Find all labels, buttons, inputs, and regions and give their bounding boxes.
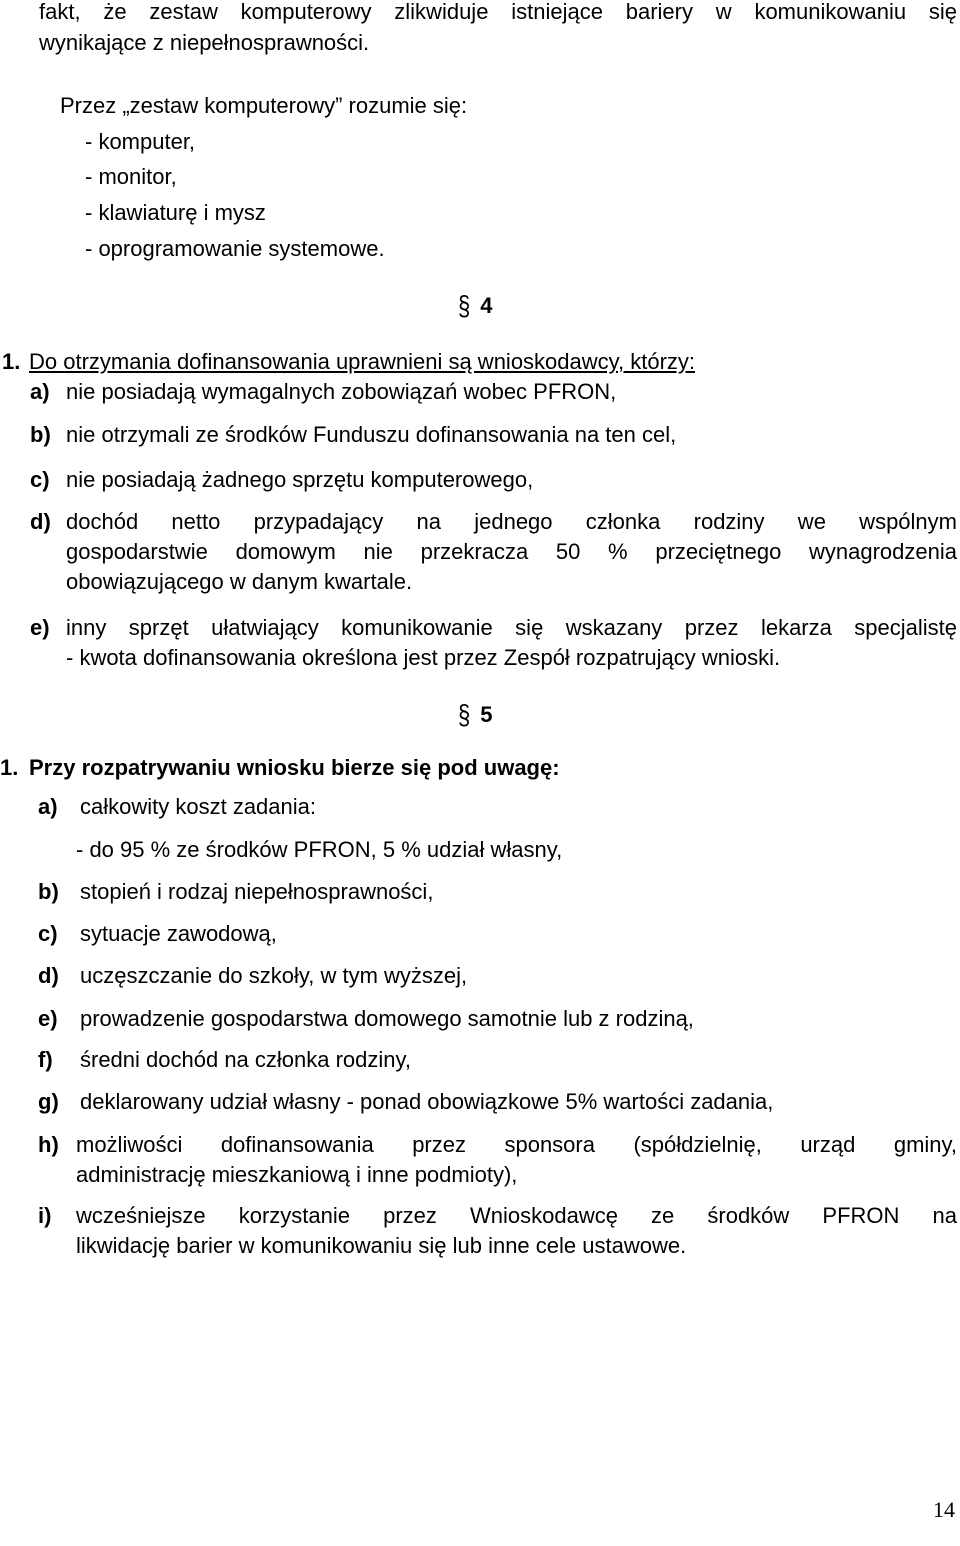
item-label: i): [38, 1203, 52, 1228]
item-label: e): [30, 615, 50, 640]
item-text: deklarowany udział własny - ponad obowiązkowe 5% wartości zadania,: [80, 1089, 774, 1114]
section-number: 5: [480, 702, 493, 727]
item-text: nie posiadają żadnego sprzętu komputerowego,: [66, 467, 534, 492]
section-number: 4: [480, 293, 493, 318]
kit-item: - monitor,: [85, 164, 177, 189]
item-text: administrację mieszkaniową i inne podmioty),: [76, 1162, 518, 1187]
item-text: możliwości dofinansowania przez sponsora (spółdzielnię, urząd gminy,: [76, 1132, 957, 1157]
section-5-point-text: Przy rozpatrywaniu wniosku bierze się pod uwagę:: [29, 755, 560, 780]
item-label: b): [38, 879, 59, 904]
item-text: średni dochód na członka rodziny,: [80, 1047, 412, 1072]
item-text: inny sprzęt ułatwiający komunikowanie się wskazany przez lekarza specjalistę: [66, 615, 957, 640]
item-label: b): [30, 422, 51, 447]
item-label: c): [30, 467, 50, 492]
item-label: c): [38, 921, 58, 946]
item-text: nie otrzymali ze środków Funduszu dofinansowania na ten cel,: [66, 422, 677, 447]
section-4-point-text: Do otrzymania dofinansowania uprawnieni są wnioskodawcy, którzy:: [29, 349, 696, 374]
item-label: e): [38, 1006, 58, 1031]
item-text: prowadzenie gospodarstwa domowego samotnie lub z rodziną,: [80, 1006, 694, 1031]
item-text: - do 95 % ze środków PFRON, 5 % udział własny,: [76, 837, 563, 862]
item-text: uczęszczanie do szkoły, w tym wyższej,: [80, 963, 468, 988]
section-4-heading: [458, 291, 493, 321]
item-label: d): [38, 963, 59, 988]
item-text: stopień i rodzaj niepełnosprawności,: [80, 879, 434, 904]
item-text: likwidację barier w komunikowaniu się lub inne cele ustawowe.: [76, 1233, 687, 1258]
intro-line-2: wynikające z niepełnosprawności.: [39, 30, 370, 55]
item-text: całkowity koszt zadania:: [80, 794, 316, 819]
item-text: gospodarstwie domowym nie przekracza 50 % przeciętnego wynagrodzenia: [66, 539, 957, 564]
item-text: sytuacje zawodową,: [80, 921, 277, 946]
kit-item: - komputer,: [85, 129, 196, 154]
kit-heading: Przez „zestaw komputerowy” rozumie się:: [60, 93, 468, 118]
item-text: obowiązującego w danym kwartale.: [66, 569, 413, 594]
paragraph-sign: §: [458, 289, 471, 321]
paragraph-sign: §: [458, 698, 471, 730]
intro-line-1: fakt, że zestaw komputerowy zlikwiduje istniejące bariery w komunikowaniu się: [39, 0, 957, 24]
item-label: g): [38, 1089, 59, 1114]
item-label: a): [30, 379, 50, 404]
section-4-point-number: 1.: [2, 349, 21, 374]
item-text: dochód netto przypadający na jednego członka rodziny we wspólnym: [66, 509, 957, 534]
section-5-point-number: 1.: [0, 755, 19, 780]
item-label: a): [38, 794, 58, 819]
item-text: wcześniejsze korzystanie przez Wnioskodawcę ze środków PFRON na: [76, 1203, 957, 1228]
page-number: 14: [933, 1497, 955, 1522]
kit-item: - klawiaturę i mysz: [85, 200, 266, 225]
item-text: - kwota dofinansowania określona jest przez Zespół rozpatrujący wnioski.: [66, 645, 781, 670]
item-text: nie posiadają wymagalnych zobowiązań wobec PFRON,: [66, 379, 617, 404]
item-label: f): [38, 1047, 53, 1072]
item-label: d): [30, 509, 51, 534]
item-label: h): [38, 1132, 59, 1157]
section-5-heading: [458, 700, 493, 730]
kit-item: - oprogramowanie systemowe.: [85, 236, 385, 261]
